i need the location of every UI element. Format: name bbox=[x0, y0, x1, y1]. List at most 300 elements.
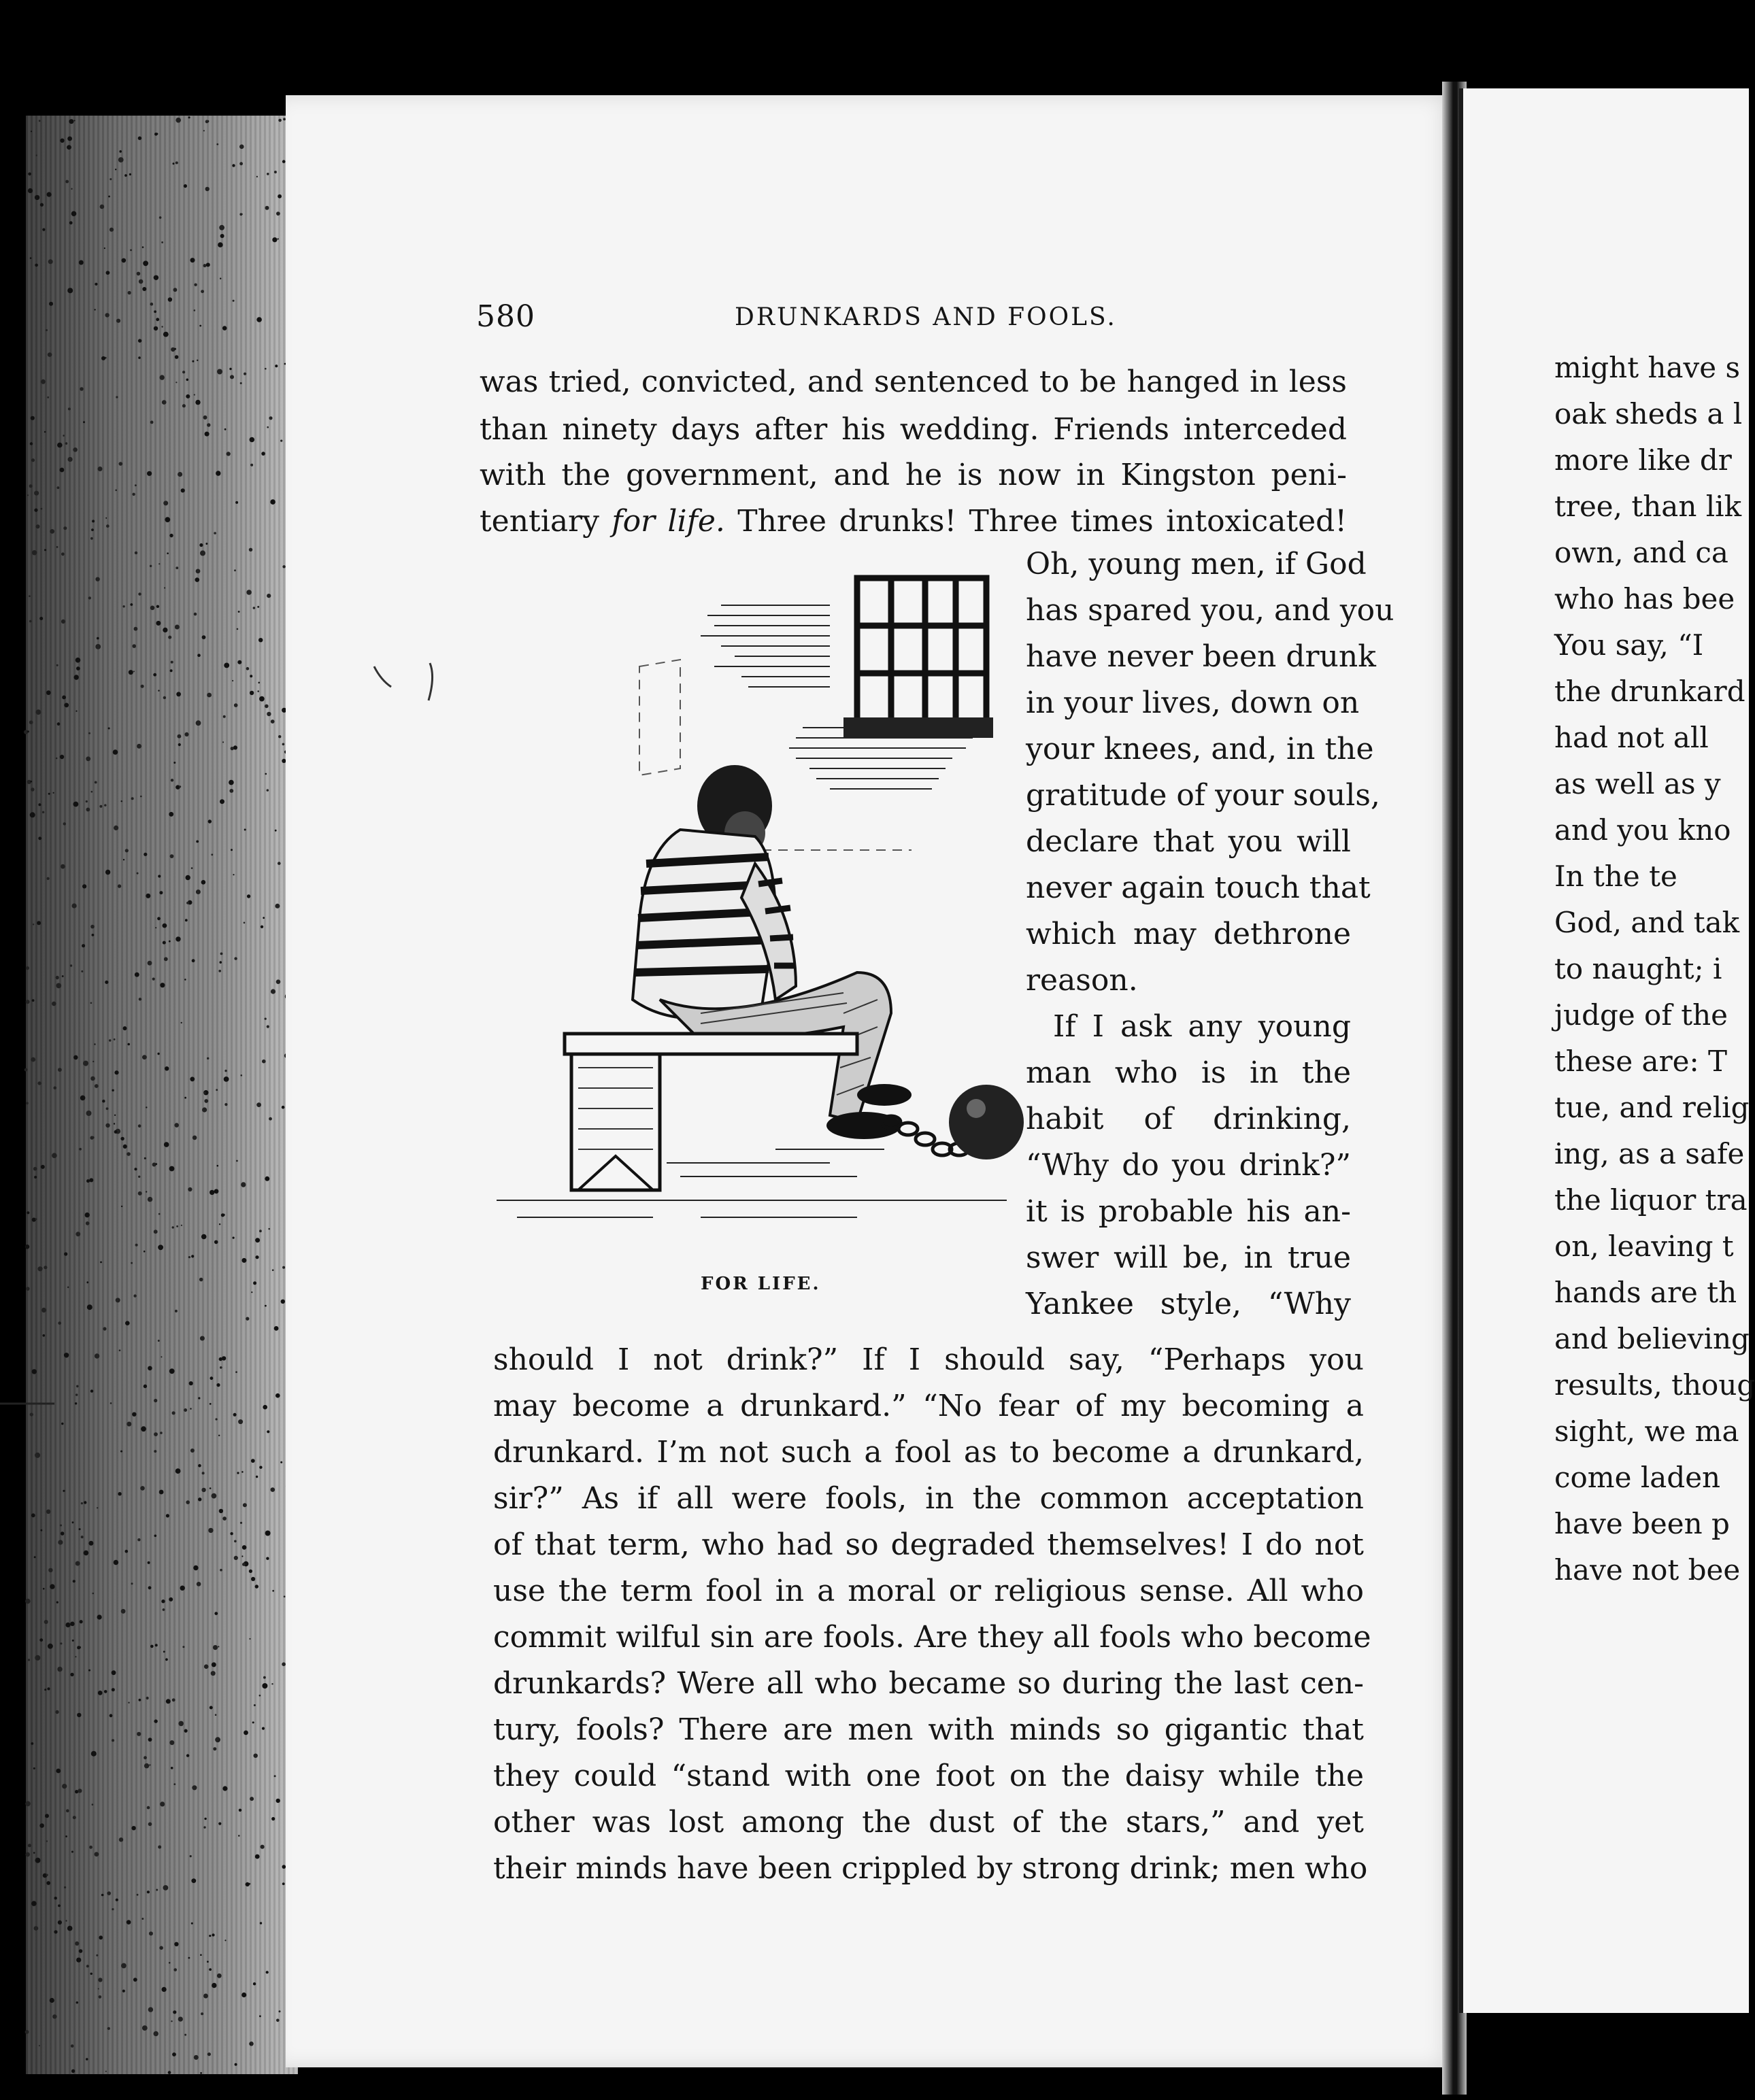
edge-speckle-dot bbox=[214, 1240, 218, 1244]
edge-speckle-dot bbox=[48, 1644, 53, 1649]
edge-speckle-dot bbox=[118, 884, 121, 887]
edge-speckle-dot bbox=[163, 924, 167, 928]
edge-speckle-dot bbox=[274, 1326, 279, 1331]
edge-speckle-dot bbox=[119, 150, 122, 153]
edge-speckle-dot bbox=[120, 1451, 122, 1453]
edge-speckle-dot bbox=[164, 1142, 169, 1147]
edge-speckle-dot bbox=[131, 797, 134, 800]
right-page-line: tree, than lik bbox=[1554, 490, 1742, 523]
side-text-line: If I ask any young bbox=[1053, 1009, 1351, 1044]
edge-speckle-dot bbox=[132, 1412, 136, 1417]
edge-speckle-dot bbox=[266, 1971, 269, 1974]
edge-speckle-dot bbox=[95, 283, 97, 286]
edge-speckle-dot bbox=[204, 1092, 206, 1094]
edge-speckle-dot bbox=[133, 1978, 137, 1982]
edge-speckle-dot bbox=[35, 1655, 40, 1661]
edge-speckle-dot bbox=[110, 1714, 113, 1717]
edge-speckle-dot bbox=[138, 339, 141, 342]
edge-speckle-dot bbox=[76, 666, 80, 671]
edge-speckle-dot bbox=[25, 1244, 30, 1249]
edge-speckle-dot bbox=[95, 644, 101, 649]
edge-speckle-dot bbox=[93, 1061, 94, 1062]
right-page-line: own, and ca bbox=[1554, 536, 1728, 569]
right-page-line: ing, as a safe bbox=[1554, 1137, 1745, 1170]
edge-speckle-dot bbox=[70, 1622, 75, 1627]
edge-speckle-dot bbox=[81, 970, 83, 972]
edge-speckle-dot bbox=[210, 1190, 214, 1195]
edge-speckle-dot bbox=[78, 1789, 82, 1793]
edge-speckle-dot bbox=[135, 1244, 138, 1247]
edge-speckle-dot bbox=[79, 1528, 81, 1530]
edge-speckle-dot bbox=[138, 137, 141, 140]
text-line: other was lost among the dust of the stars,” and yet bbox=[493, 1805, 1364, 1840]
edge-speckle-dot bbox=[50, 1584, 54, 1589]
edge-speckle-dot bbox=[112, 1089, 114, 1091]
edge-speckle-dot bbox=[259, 1466, 262, 1469]
edge-speckle-dot bbox=[25, 1852, 30, 1857]
edge-speckle-dot bbox=[190, 1408, 192, 1410]
edge-speckle-dot bbox=[184, 1097, 186, 1099]
edge-speckle-dot bbox=[237, 1472, 239, 1474]
edge-speckle-dot bbox=[137, 1894, 139, 1896]
edge-speckle-dot bbox=[76, 711, 77, 712]
edge-speckle-dot bbox=[147, 471, 152, 476]
edge-speckle-dot bbox=[50, 529, 54, 534]
edge-speckle-dot bbox=[33, 1767, 35, 1769]
edge-speckle-dot bbox=[250, 1797, 254, 1801]
edge-speckle-dot bbox=[216, 1089, 218, 1091]
edge-speckle-dot bbox=[38, 803, 41, 806]
edge-speckle-dot bbox=[203, 1994, 208, 1999]
edge-speckle-dot bbox=[271, 989, 275, 994]
edge-speckle-dot bbox=[266, 1557, 269, 1560]
edge-speckle-dot bbox=[72, 1640, 74, 1642]
edge-speckle-dot bbox=[256, 176, 258, 177]
edge-speckle-dot bbox=[156, 605, 159, 608]
edge-speckle-dot bbox=[247, 894, 250, 898]
edge-speckle-dot bbox=[234, 1540, 237, 1543]
edge-speckle-dot bbox=[265, 206, 269, 210]
edge-speckle-dot bbox=[212, 1983, 216, 1988]
edge-speckle-dot bbox=[29, 595, 31, 597]
edge-speckle-dot bbox=[267, 789, 269, 791]
edge-speckle-dot bbox=[241, 1074, 243, 1077]
edge-speckle-dot bbox=[97, 637, 99, 640]
edge-speckle-dot bbox=[155, 927, 156, 928]
edge-speckle-dot bbox=[33, 924, 34, 925]
edge-speckle-dot bbox=[193, 1565, 198, 1570]
edge-speckle-dot bbox=[65, 442, 68, 445]
edge-speckle-dot bbox=[218, 1823, 221, 1825]
edge-speckle-dot bbox=[47, 1687, 50, 1690]
edge-speckle-dot bbox=[278, 119, 282, 122]
edge-speckle-dot bbox=[173, 288, 178, 292]
edge-speckle-dot bbox=[25, 1599, 31, 1604]
edge-speckle-dot bbox=[129, 173, 131, 175]
edge-speckle-dot bbox=[169, 1166, 175, 1172]
edge-speckle-dot bbox=[198, 1464, 201, 1468]
edge-speckle-dot bbox=[267, 1430, 269, 1433]
edge-speckle-dot bbox=[25, 2030, 29, 2034]
edge-speckle-dot bbox=[80, 1620, 83, 1623]
edge-speckle-dot bbox=[241, 1993, 246, 1997]
edge-speckle-dot bbox=[197, 1582, 201, 1587]
edge-speckle-dot bbox=[176, 566, 178, 569]
edge-speckle-dot bbox=[27, 730, 29, 732]
edge-speckle-dot bbox=[31, 416, 35, 420]
edge-speckle-dot bbox=[272, 1269, 274, 1271]
edge-speckle-dot bbox=[176, 161, 178, 164]
edge-speckle-dot bbox=[47, 877, 50, 880]
edge-speckle-dot bbox=[275, 830, 277, 832]
edge-speckle-dot bbox=[275, 1393, 280, 1398]
edge-speckle-dot bbox=[236, 1160, 238, 1162]
edge-speckle-dot bbox=[63, 1490, 65, 1492]
edge-speckle-dot bbox=[230, 375, 234, 379]
edge-speckle-dot bbox=[28, 1659, 30, 1661]
edge-speckle-dot bbox=[184, 732, 188, 736]
edge-speckle-dot bbox=[213, 1645, 218, 1650]
edge-speckle-dot bbox=[90, 537, 93, 540]
edge-speckle-dot bbox=[32, 999, 35, 1002]
edge-speckle-dot bbox=[39, 2045, 40, 2046]
edge-speckle-dot bbox=[61, 552, 65, 556]
edge-speckle-dot bbox=[222, 1517, 227, 1521]
edge-speckle-dot bbox=[160, 983, 165, 987]
edge-speckle-dot bbox=[128, 291, 131, 294]
edge-speckle-dot bbox=[71, 2044, 74, 2048]
edge-speckle-dot bbox=[81, 1502, 83, 1504]
edge-speckle-dot bbox=[184, 979, 186, 981]
edge-speckle-dot bbox=[99, 1935, 103, 1940]
edge-speckle-dot bbox=[75, 1656, 76, 1657]
edge-speckle-dot bbox=[188, 1256, 190, 1258]
edge-speckle-dot bbox=[105, 981, 108, 984]
edge-speckle-dot bbox=[56, 1602, 58, 1604]
edge-speckle-dot bbox=[27, 1211, 29, 1214]
edge-speckle-dot bbox=[119, 462, 123, 466]
side-text-line: reason. bbox=[1026, 963, 1138, 998]
edge-speckle-dot bbox=[76, 1958, 81, 1963]
edge-speckle-dot bbox=[73, 1580, 76, 1582]
edge-speckle-dot bbox=[154, 1432, 158, 1436]
edge-speckle-dot bbox=[142, 287, 146, 291]
edge-speckle-dot bbox=[253, 607, 256, 609]
edge-speckle-dot bbox=[171, 2020, 172, 2022]
edge-speckle-dot bbox=[83, 421, 85, 423]
edge-speckle-dot bbox=[250, 464, 253, 467]
edge-speckle-dot bbox=[196, 720, 201, 726]
edge-speckle-dot bbox=[73, 447, 78, 452]
edge-speckle-dot bbox=[44, 431, 46, 433]
edge-speckle-dot bbox=[67, 1287, 69, 1289]
edge-speckle-dot bbox=[150, 421, 154, 424]
edge-speckle-dot bbox=[254, 1704, 256, 1706]
edge-speckle-dot bbox=[86, 2058, 88, 2061]
edge-speckle-dot bbox=[205, 120, 209, 123]
edge-speckle-dot bbox=[184, 2034, 186, 2036]
edge-speckle-dot bbox=[135, 484, 137, 486]
edge-speckle-dot bbox=[278, 194, 282, 199]
edge-speckle-dot bbox=[148, 1197, 152, 1202]
edge-speckle-dot bbox=[48, 352, 52, 357]
edge-speckle-dot bbox=[76, 1393, 78, 1395]
edge-speckle-dot bbox=[107, 2027, 110, 2030]
right-page-line: tue, and relig bbox=[1554, 1091, 1750, 1124]
edge-speckle-dot bbox=[244, 373, 246, 375]
edge-speckle-dot bbox=[261, 926, 263, 928]
edge-speckle-dot bbox=[274, 171, 277, 173]
edge-speckle-dot bbox=[242, 1545, 247, 1550]
edge-speckle-dot bbox=[267, 1026, 269, 1028]
edge-speckle-dot bbox=[235, 501, 238, 504]
edge-speckle-dot bbox=[265, 1176, 269, 1181]
edge-speckle-dot bbox=[159, 1946, 163, 1950]
edge-speckle-dot bbox=[201, 290, 204, 293]
edge-speckle-dot bbox=[58, 1068, 62, 1072]
edge-speckle-dot bbox=[191, 1255, 194, 1257]
edge-speckle-dot bbox=[278, 862, 281, 865]
edge-speckle-dot bbox=[220, 799, 224, 804]
edge-speckle-dot bbox=[156, 621, 161, 626]
edge-speckle-dot bbox=[140, 796, 142, 798]
page-edge-speckle bbox=[26, 116, 298, 2074]
right-page-line: these are: T bbox=[1554, 1045, 1728, 1078]
text-line: of that term, who had so degraded themselves! I do not bbox=[493, 1527, 1364, 1562]
side-text-line: your knees, and, in the bbox=[1026, 732, 1374, 766]
text-line: commit wilful sin are fools. Are they all fools who become bbox=[493, 1620, 1371, 1655]
edge-speckle-dot bbox=[238, 611, 240, 613]
right-page-line: as well as y bbox=[1554, 767, 1721, 800]
edge-speckle-dot bbox=[204, 1664, 209, 1669]
edge-speckle-dot bbox=[44, 1620, 48, 1624]
edge-speckle-dot bbox=[170, 669, 173, 672]
right-page-line: and believing bbox=[1554, 1322, 1750, 1355]
edge-speckle-dot bbox=[280, 440, 282, 442]
edge-speckle-dot bbox=[160, 1801, 165, 1806]
edge-speckle-dot bbox=[255, 1238, 260, 1242]
edge-speckle-dot bbox=[203, 264, 207, 267]
side-text-line: which may dethrone bbox=[1026, 917, 1351, 951]
edge-speckle-dot bbox=[215, 1737, 220, 1742]
edge-speckle-dot bbox=[147, 1891, 150, 1893]
edge-speckle-dot bbox=[90, 1002, 93, 1004]
edge-speckle-dot bbox=[195, 400, 200, 405]
edge-speckle-dot bbox=[142, 2025, 148, 2031]
edge-speckle-dot bbox=[176, 1468, 181, 1474]
edge-speckle-dot bbox=[82, 884, 86, 888]
edge-speckle-dot bbox=[194, 613, 197, 616]
side-text-line: habit of drinking, bbox=[1026, 1102, 1351, 1136]
edge-speckle-dot bbox=[114, 1560, 118, 1565]
edge-speckle-dot bbox=[156, 318, 159, 321]
edge-speckle-dot bbox=[34, 509, 37, 512]
edge-speckle-dot bbox=[125, 1550, 129, 1553]
edge-speckle-dot bbox=[239, 162, 243, 165]
edge-speckle-dot bbox=[172, 1411, 176, 1415]
edge-speckle-dot bbox=[276, 2019, 280, 2022]
edge-speckle-dot bbox=[217, 369, 222, 375]
edge-speckle-dot bbox=[65, 1835, 67, 1838]
edge-speckle-dot bbox=[234, 957, 237, 960]
edge-speckle-dot bbox=[199, 543, 203, 547]
edge-speckle-dot bbox=[262, 1727, 265, 1730]
edge-speckle-dot bbox=[30, 781, 32, 783]
edge-speckle-dot bbox=[76, 1561, 80, 1566]
edge-speckle-dot bbox=[115, 169, 116, 170]
edge-speckle-dot bbox=[125, 1321, 130, 1325]
edge-speckle-dot bbox=[258, 638, 263, 642]
edge-speckle-dot bbox=[123, 1145, 127, 1149]
edge-speckle-dot bbox=[164, 587, 165, 588]
edge-speckle-dot bbox=[250, 437, 255, 443]
edge-speckle-dot bbox=[219, 1509, 223, 1513]
edge-speckle-dot bbox=[238, 1419, 243, 1424]
edge-speckle-dot bbox=[30, 257, 32, 259]
edge-speckle-dot bbox=[161, 326, 163, 327]
right-page-line: You say, “I bbox=[1554, 628, 1704, 662]
edge-speckle-dot bbox=[95, 1084, 99, 1088]
edge-speckle-dot bbox=[154, 326, 158, 331]
edge-speckle-dot bbox=[182, 371, 185, 373]
edge-speckle-dot bbox=[218, 970, 221, 972]
edge-speckle-dot bbox=[122, 605, 124, 607]
edge-speckle-dot bbox=[76, 1232, 80, 1236]
edge-speckle-dot bbox=[169, 534, 173, 537]
edge-speckle-dot bbox=[27, 494, 29, 496]
edge-speckle-dot bbox=[200, 2072, 202, 2074]
edge-speckle-dot bbox=[259, 2015, 261, 2017]
edge-speckle-dot bbox=[184, 184, 187, 188]
edge-speckle-dot bbox=[186, 875, 190, 880]
edge-speckle-dot bbox=[139, 1699, 141, 1701]
edge-speckle-dot bbox=[56, 546, 58, 548]
edge-speckle-dot bbox=[149, 1931, 153, 1935]
edge-speckle-dot bbox=[26, 1102, 29, 1104]
edge-speckle-dot bbox=[68, 407, 71, 410]
edge-speckle-dot bbox=[58, 1321, 61, 1325]
right-page-line: oak sheds a l bbox=[1554, 397, 1743, 430]
edge-speckle-dot bbox=[144, 1157, 146, 1159]
edge-speckle-dot bbox=[47, 396, 49, 399]
edge-speckle-dot bbox=[222, 326, 227, 331]
edge-speckle-dot bbox=[194, 284, 197, 286]
edge-speckle-dot bbox=[208, 1528, 213, 1533]
edge-speckle-dot bbox=[181, 1225, 182, 1226]
right-page-line: results, thoug bbox=[1554, 1368, 1755, 1402]
edge-speckle-dot bbox=[162, 400, 167, 405]
edge-speckle-dot bbox=[77, 1713, 81, 1717]
edge-speckle-dot bbox=[230, 1532, 233, 1535]
edge-speckle-dot bbox=[146, 894, 150, 898]
edge-speckle-dot bbox=[186, 379, 189, 382]
edge-speckle-dot bbox=[64, 703, 69, 708]
edge-speckle-dot bbox=[241, 1258, 246, 1263]
edge-speckle-dot bbox=[54, 1930, 57, 1933]
edge-speckle-dot bbox=[250, 691, 254, 695]
edge-speckle-dot bbox=[271, 1683, 273, 1684]
edge-speckle-dot bbox=[267, 173, 269, 175]
edge-speckle-dot bbox=[154, 1719, 157, 1723]
edge-speckle-dot bbox=[244, 1731, 248, 1735]
edge-speckle-dot bbox=[148, 1738, 152, 1742]
edge-speckle-dot bbox=[252, 1721, 254, 1723]
edge-speckle-dot bbox=[194, 394, 195, 395]
edge-speckle-dot bbox=[131, 1582, 133, 1585]
edge-speckle-dot bbox=[67, 137, 72, 141]
edge-speckle-dot bbox=[224, 1103, 227, 1106]
edge-speckle-dot bbox=[224, 663, 229, 668]
edge-speckle-dot bbox=[220, 1366, 222, 1369]
edge-speckle-dot bbox=[105, 1123, 110, 1128]
edge-speckle-dot bbox=[271, 1487, 275, 1492]
edge-speckle-dot bbox=[175, 355, 179, 359]
edge-speckle-dot bbox=[254, 1754, 258, 1758]
right-page-line: have not bee bbox=[1554, 1553, 1741, 1587]
edge-speckle-dot bbox=[210, 1706, 213, 1710]
edge-speckle-dot bbox=[161, 1599, 165, 1603]
edge-speckle-dot bbox=[141, 1426, 146, 1432]
edge-speckle-dot bbox=[146, 1106, 147, 1108]
text-line: with the government, and he is now in Kingston peni- bbox=[480, 458, 1347, 492]
edge-speckle-dot bbox=[106, 524, 110, 528]
edge-speckle-dot bbox=[158, 1244, 163, 1250]
edge-speckle-dot bbox=[267, 712, 271, 716]
edge-speckle-dot bbox=[188, 1957, 190, 1959]
edge-speckle-dot bbox=[202, 1107, 207, 1112]
edge-speckle-dot bbox=[218, 1646, 219, 1647]
edge-speckle-dot bbox=[31, 1901, 37, 1906]
text-fragment: Three drunks! Three times intoxicated! bbox=[724, 504, 1347, 539]
edge-speckle-dot bbox=[180, 1586, 185, 1591]
edge-speckle-dot bbox=[190, 1077, 195, 1081]
edge-speckle-dot bbox=[168, 636, 171, 639]
edge-speckle-dot bbox=[272, 237, 277, 242]
edge-speckle-dot bbox=[156, 1889, 158, 1891]
edge-speckle-dot bbox=[237, 628, 239, 630]
edge-speckle-dot bbox=[198, 1497, 201, 1501]
edge-speckle-dot bbox=[71, 1851, 73, 1853]
edge-speckle-dot bbox=[46, 1510, 51, 1514]
edge-speckle-dot bbox=[246, 1317, 249, 1321]
edge-speckle-dot bbox=[232, 680, 233, 681]
edge-speckle-dot bbox=[244, 922, 246, 924]
edge-speckle-dot bbox=[168, 2071, 171, 2074]
edge-speckle-dot bbox=[154, 133, 158, 136]
edge-speckle-dot bbox=[104, 1690, 107, 1693]
side-text-line: gratitude of your souls, bbox=[1026, 778, 1380, 813]
edge-speckle-dot bbox=[91, 528, 94, 531]
edge-speckle-dot bbox=[148, 1823, 152, 1827]
edge-speckle-dot bbox=[64, 1886, 66, 1889]
edge-speckle-dot bbox=[238, 1835, 240, 1837]
edge-speckle-dot bbox=[196, 841, 199, 843]
edge-speckle-dot bbox=[224, 1077, 229, 1082]
right-page-line: to naught; i bbox=[1554, 952, 1722, 985]
edge-speckle-dot bbox=[86, 1179, 90, 1183]
edge-speckle-dot bbox=[147, 1806, 150, 1810]
edge-speckle-dot bbox=[28, 173, 31, 176]
edge-speckle-dot bbox=[220, 953, 223, 955]
edge-speckle-dot bbox=[92, 934, 95, 936]
edge-speckle-dot bbox=[41, 508, 43, 510]
edge-speckle-dot bbox=[159, 1490, 164, 1495]
edge-speckle-dot bbox=[171, 1767, 173, 1769]
edge-speckle-dot bbox=[144, 1385, 147, 1388]
edge-speckle-dot bbox=[43, 1334, 46, 1337]
edge-speckle-dot bbox=[68, 457, 73, 462]
edge-speckle-dot bbox=[165, 1066, 169, 1070]
